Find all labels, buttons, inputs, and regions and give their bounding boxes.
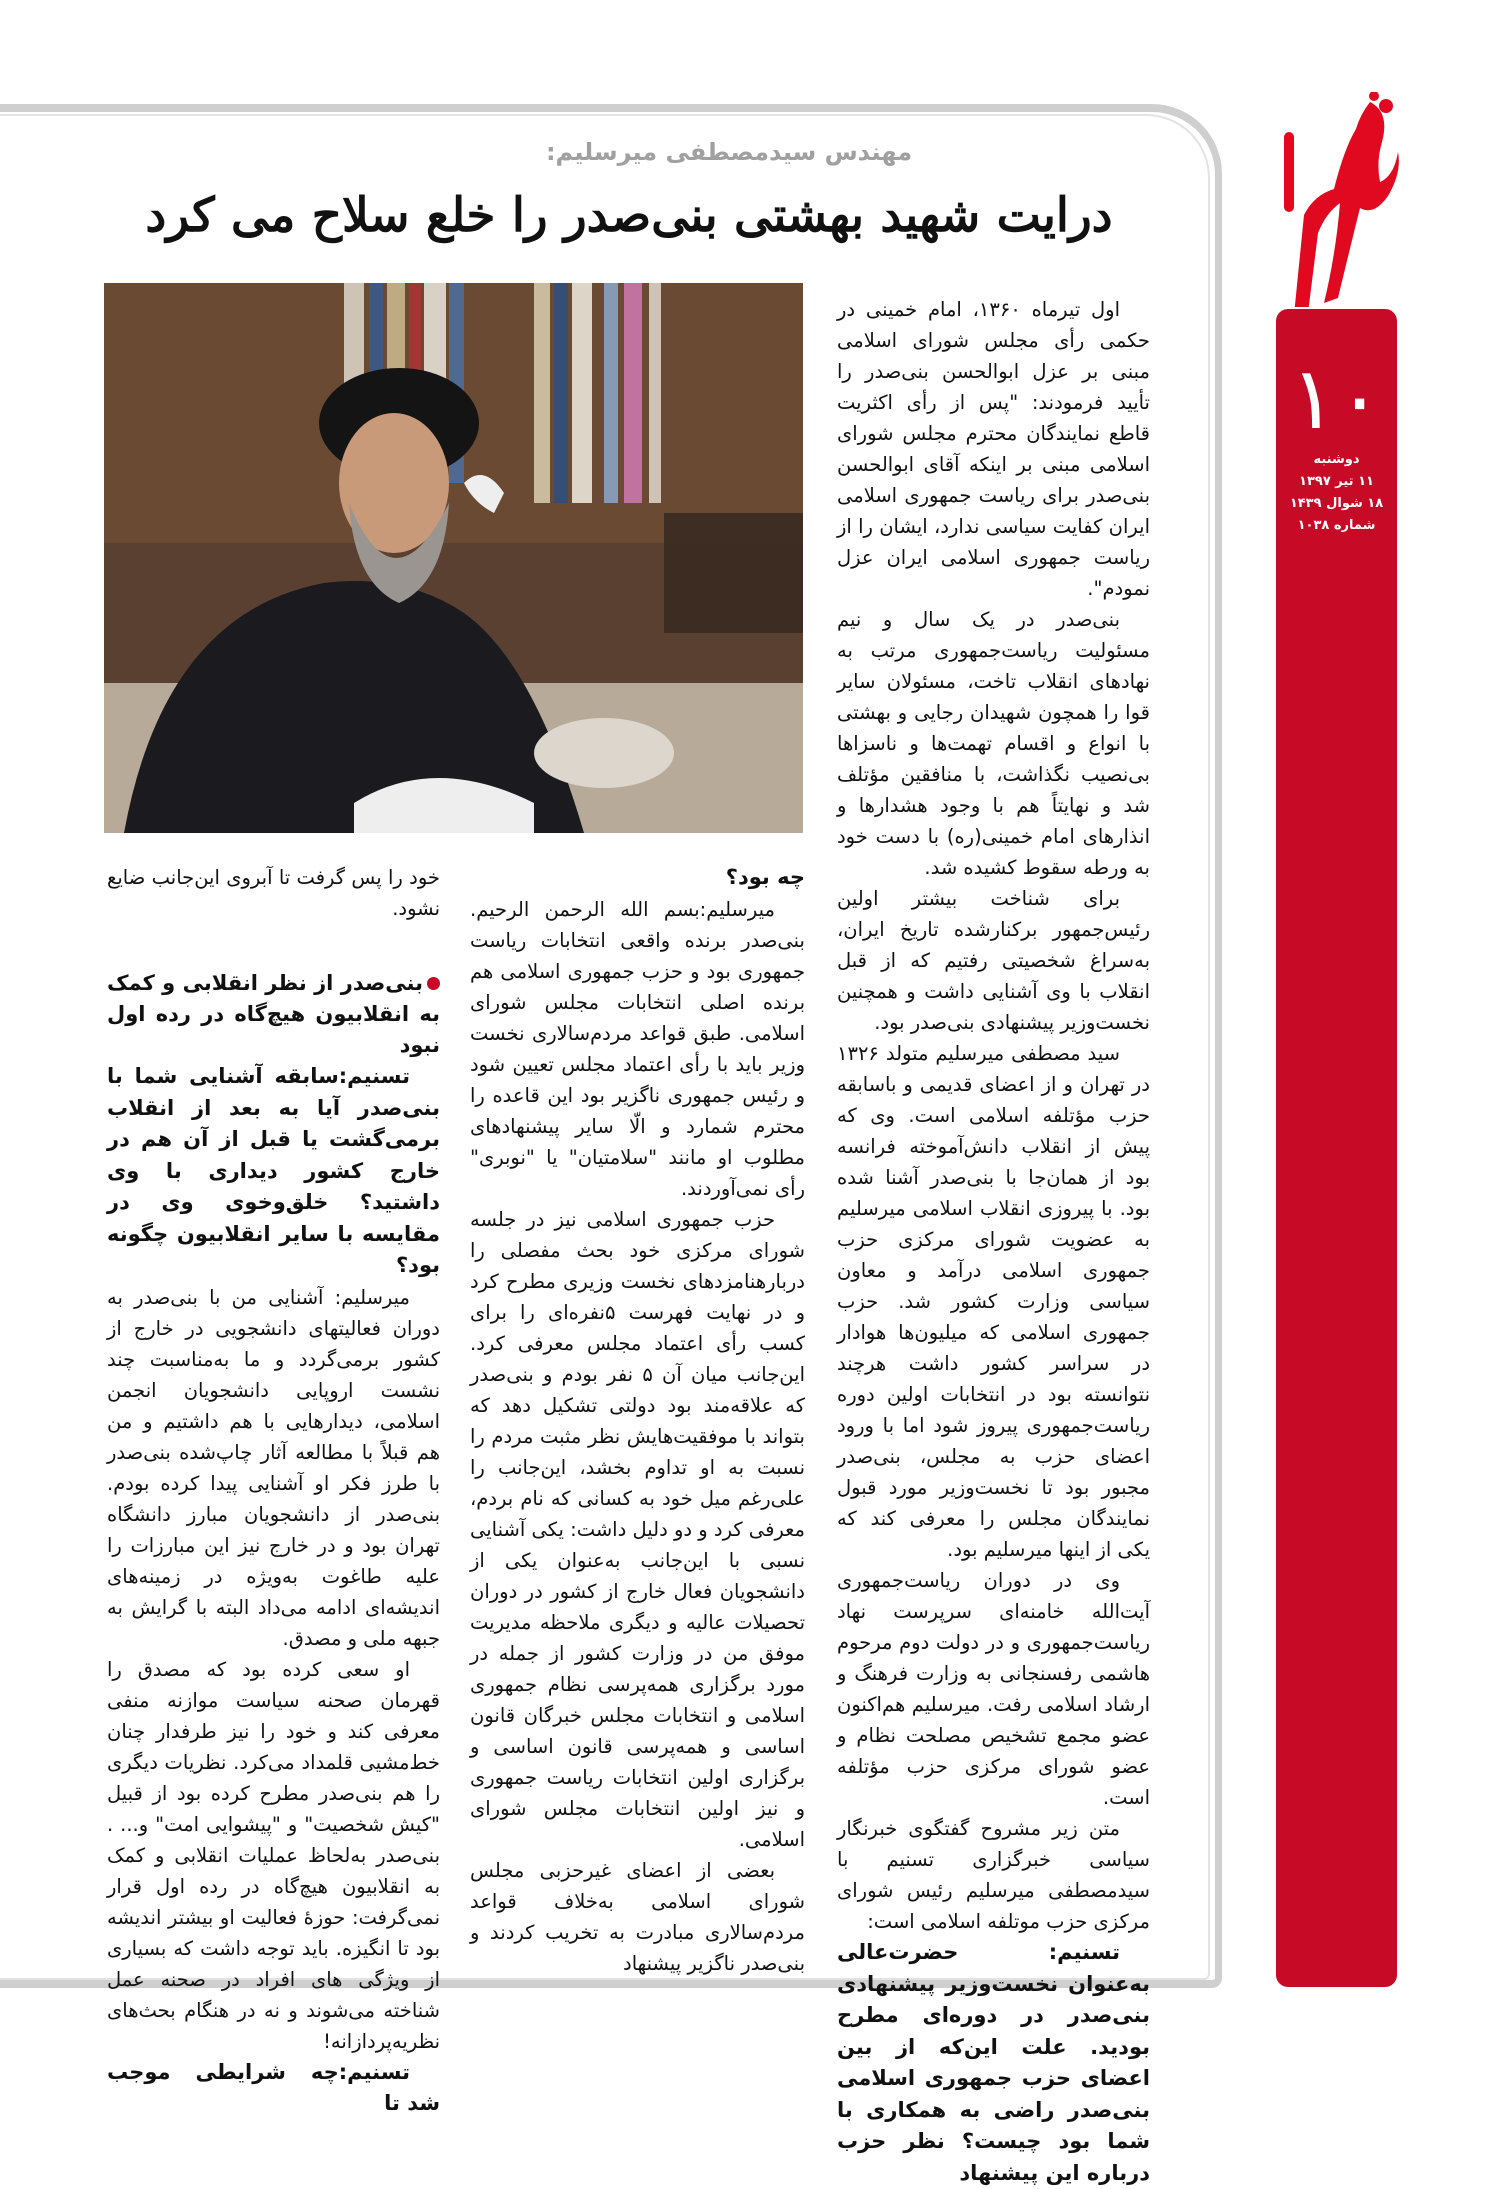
- article-column-right: [837, 294, 1150, 2189]
- article-title: درایت شهید بهشتی بنی‌صدر را خلع سلاح می کرد: [145, 188, 1113, 243]
- paragraph-text: بنی‌صدر از نظر انقلابی و کمک به انقلابیون هیچ‌گاه در رده اول نبود: [107, 971, 440, 1057]
- paragraph: [107, 1654, 440, 2057]
- paragraph: [107, 1282, 440, 1654]
- paragraph-text: تسنیم: حضرت‌عالی به‌عنوان نخست‌وزیر پیشنهادی بنی‌صدر در دوره‌ای مطرح بودید. علت این‌که از بین اعضای حزب جمهوری اسلامی بنی‌صدر راضی به همکاری با شما بود چیست؟ نظر حزب درباره این پیشنهاد: [837, 1940, 1150, 2185]
- paragraph-text: وی در دوران ریاست‌جمهوری آیت‌الله خامنه‌ای سرپرست نهاد ریاست‌جمهوری و در دولت دوم مرحوم هاشمی رفسنجانی به وزارت فرهنگ و ارشاد اسلامی رفت. میرسلیم هم‌اکنون عضو مجمع تشخیص مصلحت نظام و عضو شورای مرکزی حزب مؤتلفه است.: [837, 1569, 1150, 1809]
- paragraph-text: حزب جمهوری اسلامی نیز در جلسه شورای مرکزی خود بحث مفصلی را دربارهنامزدهای نخست وزیری مطرح کرد و در نهایت فهرست ۵نفره‌ای را برای کسب رأی اعتماد مجلس معرفی کرد. این‌جانب میان آن ۵ نفر بودم و بنی‌صدر که علاقه‌مند بود دولتی تشکیل دهد که بتواند با موفقیت‌هایش نظر مثبت مردم را نسبت به او تداوم بخشد، این‌جانب را علی‌رغم میل خود به کسانی که نام بردم، معرفی کرد و دو دلیل داشت: یکی آشنایی نسبی با این‌جانب به‌عنوان یکی از دانشجویان فعال خارج از کشور در دوران تحصیلات عالیه و دیگری ملاحظه مدیریت موفق من در وزارت کشور از جمله در مورد برگزاری همه‌پرسی نظام جمهوری اسلامی و انتخابات مجلس خبرگان قانون اساسی و همه‌پرسی قانون اساسی و برگزاری اولین انتخابات ریاست جمهوری و نیز اولین انتخابات مجلس شورای اسلامی.: [470, 1207, 805, 1851]
- paragraph: [837, 1565, 1150, 1813]
- paragraph: [837, 883, 1150, 1038]
- paragraph: [470, 1855, 805, 1979]
- paragraph-text: بعضی از اعضای غیرحزبی مجلس شورای اسلامی به‌خلاف قواعد مردم‌سالاری مبادرت به تخریب کردند و بنی‌صدر ناگزیر پیشنهاد: [470, 1858, 805, 1975]
- paragraph: [837, 1813, 1150, 1937]
- paragraph-text: برای شناخت بیشتر اولین رئیس‌جمهور برکنارشده تاریخ ایران، به‌سراغ شخصیتی رفتیم که از قبل انقلاب با وی آشنایی داشت و همچنین نخست‌وزیر پیشنهادی بنی‌صدر بود.: [837, 887, 1150, 1034]
- article-column-middle: [470, 862, 805, 1979]
- magazine-logo: [1278, 92, 1402, 307]
- paragraph: [837, 1038, 1150, 1565]
- page-info-sidebar: [1276, 309, 1397, 1987]
- article-subtitle: مهندس سیدمصطفی میرسلیم:: [545, 138, 913, 166]
- paragraph: [470, 1204, 805, 1855]
- page-number: ۱۰: [1290, 349, 1383, 449]
- paragraph-text: تسنیم:چه شرایطی موجب شد تا: [107, 2059, 440, 2115]
- paragraph-text: چه بود؟: [725, 865, 805, 889]
- paragraph-text: اول تیرماه ۱۳۶۰، امام خمینی در حکمی رأی مجلس شورای اسلامی مبنی بر عزل ابوالحسن بنی‌صدر را تأیید فرمودند: "پس از رأی اکثریت قاطع نمایندگان محترم مجلس شورای اسلامی مبنی بر اینکه آقای ابوالحسن بنی‌صدر برای ریاست جمهوری اسلامی ایران کفایت سیاسی ندارد، ایشان را از ریاست جمهوری اسلامی ایران عزل نمودم".: [837, 298, 1150, 600]
- paragraph-text: تسنیم:سابقه آشنایی شما با بنی‌صدر آیا به بعد از انقلاب برمی‌گشت یا قبل از آن هم در خارج کشور دیداری با وی داشتید؟ خلق‌وخوی وی در مقایسه با سایر انقلابیون چگونه بود؟: [107, 1064, 440, 1277]
- day-label: دوشنبه: [1313, 452, 1360, 467]
- paragraph-text: بنی‌صدر در یک سال و نیم مسئولیت ریاست‌جمهوری مرتب به نهادهای انقلاب تاخت، مسئولان سایر قوا را همچون شهیدان رجایی و بهشتی با انواع و اقسام تهمت‌ها و ناسزاها بی‌نصیب نگذاشت، با منافقین مؤتلف شد و نهایتاً هم با وجود هشدارها و انذارهای امام خمینی(ره) با دست خود به ورطه سقوط کشیده شد.: [837, 608, 1150, 879]
- issue-number: شماره ۱۰۳۸: [1297, 518, 1376, 533]
- article-photo: [104, 283, 803, 833]
- paragraph-text: میرسلیم:بسم الله الرحمن الرحیم. بنی‌صدر برنده واقعی انتخابات ریاست جمهوری بود و حزب جمهوری اسلامی هم برنده اصلی انتخابات مجلس شورای اسلامی. طبق قواعد مردم‌سالاری نخست وزیر باید با رأی اعتماد مجلس تعیین شود و رئیس جمهوری ناگزیر بود این قاعده را محترم شمارد و الّا سایر پیشنهادهای مطلوب او مانند "سلامتیان" یا "نوبری" رأی نمی‌آوردند.: [470, 897, 805, 1200]
- interview-question: [107, 1061, 440, 1282]
- paragraph: [470, 894, 805, 1204]
- paragraph-text: خود را پس گرفت تا آبروی این‌جانب ضایع نشود.: [107, 866, 440, 920]
- paragraph-text: او سعی کرده بود که مصدق را قهرمان صحنه سیاست موازنه منفی معرفی کند و خود را نیز طرفدار چنان خط‌مشیی قلمداد می‌کرد. نظریات دیگری را هم بنی‌صدر مطرح کرده بود از قبیل "کیش شخصیت" و "پیشوایی امت" و... . بنی‌صدر به‌لحاظ عملیات انقلابی و کمک به انقلابیون هیچ‌گاه در رده اول قرار نمی‌گرفت: حوزهٔ فعالیت او بیشتر اندیشه بود تا انگیزه. باید توجه داشت که بسیاری از ویژگی های افراد در صحنه عمل شناخته می‌شوند و نه در هنگام بحث‌های نظریه‌پردازانه!: [107, 1657, 440, 2053]
- date-shamsi: ۱۱ تیر ۱۳۹۷: [1299, 474, 1374, 489]
- paragraph: [837, 604, 1150, 883]
- date-hijri: ۱۸ شوال ۱۴۳۹: [1289, 496, 1384, 511]
- paragraph: [107, 862, 440, 924]
- interview-question: [107, 2057, 440, 2120]
- paragraph-text: متن زیر مشروح گفتگوی خبرنگار سیاسی خبرگزاری تسنیم با سیدمصطفی میرسلیم رئیس شورای مرکزی حزب موتلفه اسلامی است:: [837, 1817, 1150, 1933]
- highlight-heading: [107, 968, 440, 1061]
- paragraph-text: سید مصطفی میرسلیم متولد ۱۳۲۶ در تهران و از اعضای قدیمی و باسابقه حزب مؤتلفه اسلامی است. وی که پیش از انقلاب دانش‌آموخته فرانسه بود از همان‌جا با بنی‌صدر آشنا شده بود. با پیروزی انقلاب اسلامی میرسلیم به عضویت شورای مرکزی حزب جمهوری اسلامی درآمد و معاون سیاسی وزارت کشور شد. حزب جمهوری اسلامی که میلیون‌ها هوادار در سراسر کشور داشت هرچند نتوانسته بود در انتخابات اولین دوره ریاست‌جمهوری پیروز شود اما با ورود اعضای حزب به مجلس، بنی‌صدر مجبور بود تا نخست‌وزیر مورد قبول نمایندگان مجلس را معرفی کند که یکی از اینها میرسلیم بود.: [837, 1042, 1150, 1561]
- bullet-dot-icon: [427, 977, 440, 990]
- paragraph-text: میرسلیم: آشنایی من با بنی‌صدر به دوران فعالیتهای دانشجویی در خارج از کشور برمی‌گردد و ما به‌مناسبت چند نشست اروپایی دانشجویان انجمن اسلامی، دیدارهایی با هم داشتیم و من هم قبلاً با مطالعه آثار چاپ‌شده بنی‌صدر با طرز فکر او آشنایی پیدا کرده بودم. بنی‌صدر از دانشجویان مبارز دانشگاه تهران بود و در خارج نیز این مبارزات را علیه طاغوت به‌ویژه در زمینه‌های اندیشه‌ای ادامه می‌داد البته با گرایش به جبهه ملی و مصدق.: [107, 1285, 440, 1650]
- article-column-left: [107, 862, 440, 2120]
- interview-question: [470, 862, 805, 894]
- paragraph: [837, 294, 1150, 604]
- interview-question: [837, 1937, 1150, 2189]
